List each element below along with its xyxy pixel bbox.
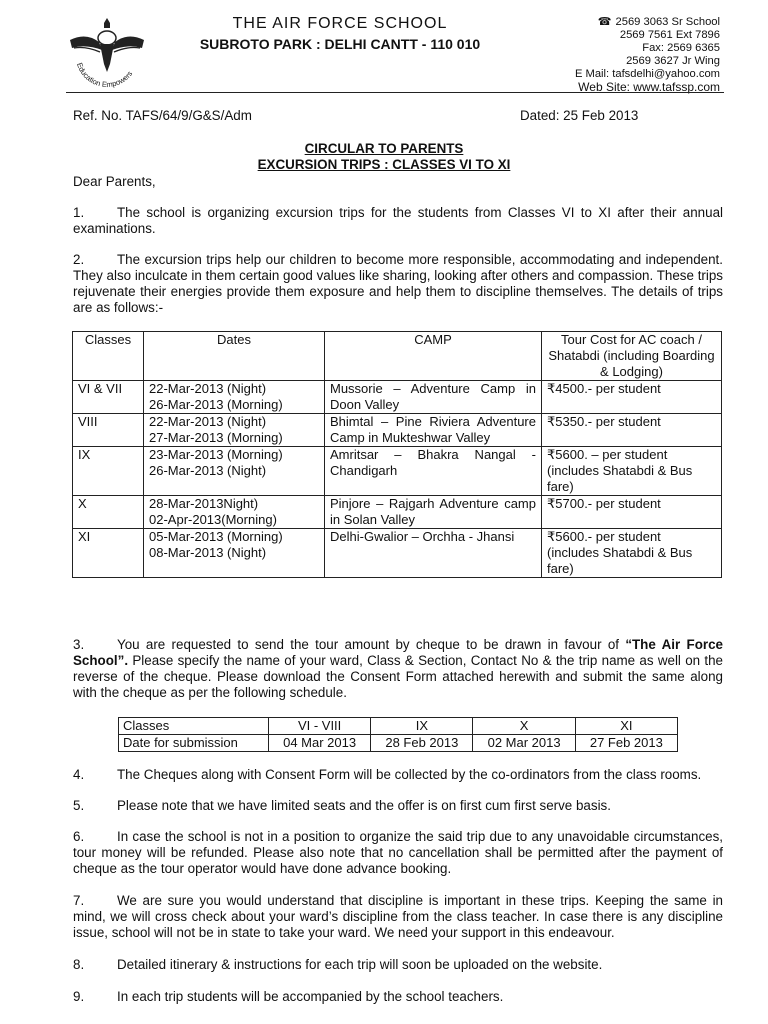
paragraph-text: The school is organizing excursion trips for the students from Classes VI to XI after their annual examinations. [73, 205, 723, 236]
paragraph-number: 9. [73, 989, 85, 1004]
paragraph-number: 6. [73, 829, 85, 844]
contact-block [575, 16, 720, 94]
telephone-icon: ☎ [597, 16, 612, 28]
paragraph-text: You are requested to send the tour amount by cheque to be drawn in favour of [117, 637, 626, 652]
date-line: 26-Mar-2013 (Morning) [149, 397, 283, 412]
contact-line: 2569 7561 Ext 7896 [619, 29, 720, 41]
paragraph-4 [73, 767, 723, 783]
header-divider [66, 92, 724, 93]
camp-cell: Delhi-Gwalior – Orchha - Jhansi [325, 529, 542, 578]
cost-cell: ₹5350.- per student [542, 414, 722, 447]
contact-line: Fax: 2569 6365 [642, 42, 720, 54]
date-line: 23-Mar-2013 (Morning) [149, 447, 283, 462]
reference-number: Ref. No. TAFS/64/9/G&S/Adm [73, 108, 252, 123]
classes-cell: VIII [73, 414, 144, 447]
classes-cell: XI [73, 529, 144, 578]
camp-cell: Pinjore – Rajgarh Adventure camp in Solan Valley [325, 496, 542, 529]
table-row [73, 414, 722, 447]
date-line: 22-Mar-2013 (Night) [149, 414, 267, 429]
dates-cell [144, 529, 325, 578]
submission-schedule-table [118, 717, 678, 752]
dates-cell [144, 414, 325, 447]
schedule-cell: IX [371, 718, 473, 735]
schedule-cell: 28 Feb 2013 [371, 735, 473, 752]
date-line: 26-Mar-2013 (Night) [149, 463, 267, 478]
cost-cell: ₹4500.- per student [542, 381, 722, 414]
date-line: 27-Mar-2013 (Morning) [149, 430, 283, 445]
contact-line: 2569 3063 Sr School [615, 16, 720, 28]
paragraph-text: The Cheques along with Consent Form will be collected by the co-ordinators from the class rooms. [117, 767, 702, 782]
table-row [119, 718, 678, 735]
schedule-cell: 27 Feb 2013 [575, 735, 677, 752]
circular-title: CIRCULAR TO PARENTS [304, 141, 464, 156]
paragraph-7 [73, 893, 723, 941]
trips-table [72, 331, 722, 578]
cost-cell: ₹5600. – per student (includes Shatabdi & Bus fare) [542, 447, 722, 496]
circular-subtitle: EXCURSION TRIPS : CLASSES VI TO XI [257, 157, 511, 172]
paragraph-number: 7. [73, 893, 85, 908]
date-line: 22-Mar-2013 (Night) [149, 381, 267, 396]
table-header-row [73, 332, 722, 381]
camp-cell: Bhimtal – Pine Riviera Adventure Camp in Mukteshwar Valley [325, 414, 542, 447]
date-line: 28-Mar-2013Night) [149, 496, 259, 511]
paragraph-text: We are sure you would understand that discipline is important in these trips. Keeping the same in mind, we will cross check about your ward’s discipline from the class teacher. In case there is any discipline issue, school will not be in state to take your ward. We need your support in this endeavour. [73, 893, 723, 940]
cost-cell: ₹5700.- per student [542, 496, 722, 529]
paragraph-text: In case the school is not in a position to organize the said trip due to any unavoidable circumstances, tour money will be refunded. Please also note that no cancellation shall be permitted after the payment of cheque as the tour operator would have done advance booking. [73, 829, 723, 876]
schedule-cell: 04 Mar 2013 [269, 735, 371, 752]
paragraph-9 [73, 989, 723, 1005]
classes-cell: X [73, 496, 144, 529]
paragraph-number: 5. [73, 798, 85, 813]
paragraph-number: 3. [73, 637, 85, 652]
paragraph-3 [73, 637, 723, 701]
school-address: SUBROTO PARK : DELHI CANTT - 110 010 [199, 36, 481, 52]
date-line: 08-Mar-2013 (Night) [149, 545, 267, 560]
cost-cell: ₹5600.- per student (includes Shatabdi & Bus fare) [542, 529, 722, 578]
contact-email: E Mail: tafsdelhi@yahoo.com [574, 68, 720, 80]
table-row [73, 381, 722, 414]
paragraph-6 [73, 829, 723, 877]
schedule-cell: VI - VIII [269, 718, 371, 735]
camp-cell: Amritsar – Bhakra Nangal - Chandigarh [325, 447, 542, 496]
date-line: Dated: 25 Feb 2013 [520, 108, 639, 123]
crest-motto: Education Empowers [74, 61, 135, 90]
column-header: Tour Cost for AC coach / Shatabdi (including Boarding & Lodging) [542, 332, 722, 381]
payee-name: “The Air Force School”. [73, 637, 723, 668]
paragraph-number: 8. [73, 957, 85, 972]
dates-cell [144, 381, 325, 414]
table-row [119, 735, 678, 752]
schedule-cell: 02 Mar 2013 [473, 735, 575, 752]
contact-website: Web Site: www.tafssp.com [578, 80, 720, 94]
schedule-cell: XI [575, 718, 677, 735]
schedule-cell: X [473, 718, 575, 735]
column-header: Dates [144, 332, 325, 381]
date-line: 02-Apr-2013(Morning) [149, 512, 277, 527]
school-name: THE AIR FORCE SCHOOL [232, 15, 448, 32]
paragraph-text: The excursion trips help our children to become more responsible, accommodating and independent. They also inculcate in them certain good values like sharing, looking after others and compassion. These trips rejuvenate their energies provide them exposure and help them to discipline themselves. The details of trips are as follows:- [73, 252, 723, 315]
classes-cell: IX [73, 447, 144, 496]
paragraph-text: Detailed itinerary & instructions for each trip will soon be uploaded on the website. [117, 957, 603, 972]
paragraph-2 [73, 252, 723, 316]
table-row [73, 529, 722, 578]
paragraph-text: Please specify the name of your ward, Class & Section, Contact No & the trip name as well on the reverse of the cheque. Please download the Consent Form attached herewith and submit the same along with the cheque as per the following schedule. [73, 653, 723, 700]
paragraph-number: 4. [73, 767, 85, 782]
schedule-cell: Classes [119, 718, 269, 735]
classes-cell: VI & VII [73, 381, 144, 414]
column-header: CAMP [325, 332, 542, 381]
column-header: Classes [73, 332, 144, 381]
date-line: 05-Mar-2013 (Morning) [149, 529, 283, 544]
dates-cell [144, 447, 325, 496]
table-row [73, 496, 722, 529]
paragraph-8 [73, 957, 723, 973]
paragraph-text: In each trip students will be accompanied by the school teachers. [117, 989, 504, 1004]
salutation: Dear Parents, [73, 174, 156, 189]
paragraph-number: 1. [73, 205, 85, 220]
schedule-cell: Date for submission [119, 735, 269, 752]
table-row [73, 447, 722, 496]
paragraph-5 [73, 798, 723, 814]
paragraph-text: Please note that we have limited seats and the offer is on first cum first serve basis. [117, 798, 611, 813]
camp-cell: Mussorie – Adventure Camp in Doon Valley [325, 381, 542, 414]
contact-line: 2569 3627 Jr Wing [626, 55, 720, 67]
paragraph-number: 2. [73, 252, 85, 267]
paragraph-1 [73, 205, 723, 237]
dates-cell [144, 496, 325, 529]
